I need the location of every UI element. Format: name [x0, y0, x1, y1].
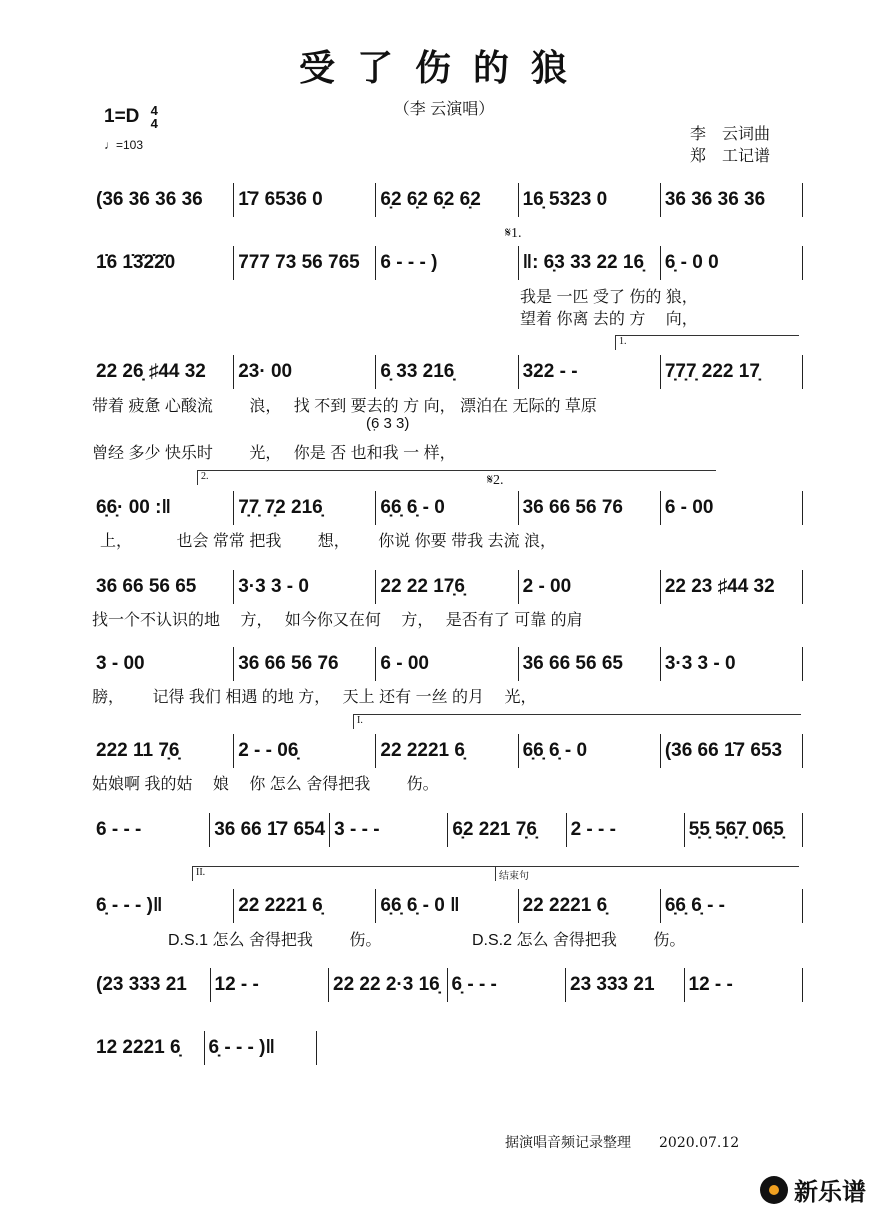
measure: 777 73 56 765 [234, 246, 376, 280]
measure: 6̣ - 0 0 [661, 246, 803, 280]
measure: 7̣7̣7̣ 222 17̣ [661, 355, 803, 389]
measure: 5̣5̣ 5̣6̣7̣ 06̣5̣ [685, 813, 803, 847]
measure: 6̣6̣ 6̣ - - [661, 889, 803, 923]
key-signature [104, 104, 158, 130]
measure: 36 66 56 65 [92, 570, 234, 604]
staff-row [92, 355, 803, 389]
measure: 6̣2 221 7̣6̣ [448, 813, 566, 847]
composer: 李 云词曲 [690, 126, 771, 143]
singer: （李 云演唱） [393, 101, 495, 118]
measure: 12 - - [211, 968, 330, 1002]
lyric-line: 找一个不认识的地 方， 如今你又在何 方， 是否有了 可靠 的肩 [92, 612, 583, 629]
measure: 2 - - 06̣ [234, 734, 376, 768]
record-disc-icon [760, 1176, 788, 1204]
measure: 3·3 3 - 0 [661, 647, 803, 681]
source-note: 据演唱音频记录整理 [505, 1135, 631, 1151]
volta-I: I. [353, 714, 801, 729]
measure: 6̣6̣ 6̣ - 0 ‖ [376, 889, 518, 923]
footer-note [505, 1132, 739, 1152]
measure: 23 333 21 [566, 968, 685, 1002]
measure: 3 - - - [330, 813, 448, 847]
measure: 36 66 1̇7 654 [210, 813, 330, 847]
volta-1: 1. [615, 335, 799, 350]
logo-text: 新乐谱 [794, 1179, 866, 1206]
lyric-line: D.S.2 怎么 舍得把我 伤。 [472, 932, 686, 949]
staff-row [92, 889, 803, 923]
measure: 22 26̣ ♯44 32 [92, 355, 234, 389]
credits [690, 124, 770, 168]
measure: 22 2221 6̣ [234, 889, 376, 923]
measure: 6̣ - - - [448, 968, 567, 1002]
lyric-line: D.S.1 怎么 舍得把我 伤。 [168, 932, 382, 949]
measure: 6̣2 6̣2 6̣2 6̣2 [376, 183, 518, 217]
staff-row [92, 734, 803, 768]
segno-2: 𝄋2. [487, 473, 504, 488]
measure: 6 - - - ) [376, 246, 518, 280]
measure: 23· 00 [234, 355, 376, 389]
measure: 2 - 00 [519, 570, 661, 604]
volta-II: II. [192, 866, 496, 881]
date: 2020.07.12 [659, 1135, 740, 1151]
measure: 36 66 56 65 [519, 647, 661, 681]
measure: 6̣6̣· 00 :‖ [92, 491, 234, 525]
time-sig-top: 4 [150, 103, 158, 118]
lyric-line: 上， 也会 常常 把我 想， 你说 你要 带我 去流 浪， [100, 533, 557, 550]
measure: 6 - - - [92, 813, 210, 847]
measure: 36 66 56 76 [519, 491, 661, 525]
lyric-line: 我是 一匹 受了 伤的 狼， [520, 289, 698, 306]
measure: 6̣ - - - )‖ [92, 889, 234, 923]
segno-1: 𝄋1. [505, 226, 522, 241]
time-sig-bottom: 4 [150, 116, 158, 131]
measure: 22 22 17̣6̣ [376, 570, 518, 604]
tempo: ♩=103 [104, 138, 144, 152]
volta-2: 2. [197, 470, 716, 485]
measure: 22 2221 6̣ [376, 734, 518, 768]
measure: 12 - - [685, 968, 804, 1002]
measure: 22 22 2·3 16̣ [329, 968, 448, 1002]
measure: 6̣ 33 216̣ [376, 355, 518, 389]
measure: 36 36 36 36 [661, 183, 803, 217]
song-title: 受了伤的狼 [298, 47, 589, 89]
staff-row [92, 183, 803, 217]
measure: 6̣6̣ 6̣ - 0 [376, 491, 518, 525]
lyric-line: 望着 你离 去的 方 向， [520, 311, 698, 328]
measure: (23 333 21 [92, 968, 211, 1002]
staff-row [92, 246, 803, 280]
measure: 22 2221 6̣ [519, 889, 661, 923]
measure: 6 - 00 [376, 647, 518, 681]
staff-row [92, 968, 803, 1002]
measure: 6 - 00 [661, 491, 803, 525]
staff-row [92, 491, 803, 525]
lyric-line: 带着 疲惫 心酸流 浪， 找 不到 要去的 方 向， 漂泊在 无际的 草原 [92, 398, 597, 415]
measure: 7̣7̣ 7̣2 216̣ [234, 491, 376, 525]
transcriber: 郑 工记谱 [690, 148, 771, 165]
measure: 2 - - - [567, 813, 685, 847]
measure: 322 - - [519, 355, 661, 389]
measure: 3·3 3 - 0 [234, 570, 376, 604]
measure: 1̇6 1̇3̇2̇2̇0 [92, 246, 234, 280]
measure: 12 2221 6̣ [92, 1031, 205, 1065]
measure: 22 23 ♯44 32 [661, 570, 803, 604]
measure: 1̇7 6536 0 [234, 183, 376, 217]
measure: (36 36 36 36 [92, 183, 234, 217]
staff-row [92, 813, 803, 847]
staff-row [92, 1031, 317, 1065]
volta-ending: 结束句 [495, 866, 799, 881]
measure: 16̣ 5323 0 [519, 183, 661, 217]
measure: 222 11 7̣6̣ [92, 734, 234, 768]
staff-row [92, 647, 803, 681]
measure: ‖: 6̣3 33 22 16̣ [519, 246, 661, 280]
key: 1=D [104, 106, 140, 128]
logo [760, 1172, 866, 1207]
time-signature [151, 104, 158, 130]
lyric-line: 曾经 多少 快乐时 光， 你是 否 也和我 一 样， [92, 445, 456, 462]
measure: 3 - 00 [92, 647, 234, 681]
lyric-line: 膀， 记得 我们 相遇 的地 方， 天上 还有 一丝 的月 光， [92, 689, 537, 706]
measure: 36 66 56 76 [234, 647, 376, 681]
measure: (36 66 1̇7 653 [661, 734, 803, 768]
lyric-line: 姑娘啊 我的姑 娘 你 怎么 舍得把我 伤。 [92, 776, 439, 793]
alt-notes: (6̣ 3 3) [366, 415, 410, 432]
measure: 6̣6̣ 6̣ - 0 [519, 734, 661, 768]
staff-row [92, 570, 803, 604]
measure: 6̣ - - - )‖ [205, 1031, 318, 1065]
